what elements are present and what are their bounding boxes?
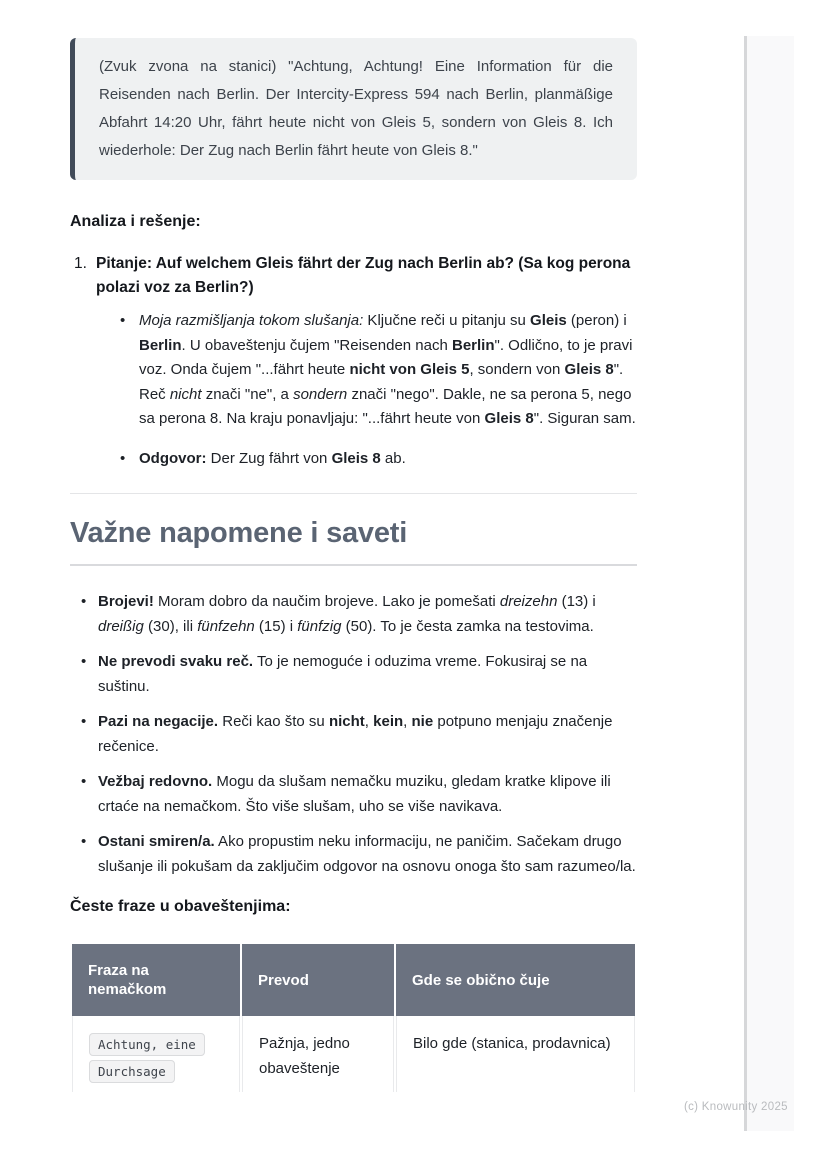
document-content xyxy=(70,0,637,1092)
cell-translation: Pažnja, jedno obaveštenje xyxy=(242,1016,394,1092)
section-divider xyxy=(70,493,637,494)
notes-section-title: Važne napomene i saveti xyxy=(70,515,637,566)
tip-item: • Ne prevodi svaku reč. To je nemoguće i oduzima vreme. Fokusiraj se na suštinu. xyxy=(70,649,637,699)
announcement-blockquote xyxy=(70,38,637,180)
cell-where-heard: Bilo gde (stanica, prodavnica) xyxy=(396,1016,635,1092)
tip-item: • Ostani smiren/a. Ako propustim neku informaciju, ne paničim. Sačekam drugo slušanje ili pokušam da zaključim odgovor na osnovu onoga što sam razumeo/la. xyxy=(70,829,637,879)
tip-item: • Pazi na negacije. Reči kao što su nicht, kein, nie potpuno menjaju značenje rečenice. xyxy=(70,709,637,759)
column-header-where-heard: Gde se obično čuje xyxy=(396,944,635,1016)
phrases-title: Česte fraze u obaveštenjima: xyxy=(70,898,291,915)
question-number: 1. xyxy=(74,255,87,272)
question-item xyxy=(70,252,637,471)
question-list xyxy=(70,252,637,471)
cell-german-phrase: Achtung, eine Durchsage xyxy=(72,1016,240,1092)
announcement-text: (Zvuk zvona na stanici) "Achtung, Achtung! Eine Information für die Reisenden nach Berlin. Der Intercity-Express 594 nach Berlin, planmäßige Abfahrt 14:20 Uhr, fährt heute nicht von Gleis 5, sondern von Gleis 8. Ich wiederhole: Der Zug nach Berlin fährt heute von Gleis 8." xyxy=(99,58,613,159)
question-text: Pitanje: Auf welchem Gleis fährt der Zug nach Berlin ab? (Sa kog perona polazi voz za Berlin?) xyxy=(96,255,631,296)
tips-list xyxy=(70,589,637,879)
analysis-title: Analiza i rešenje: xyxy=(70,213,201,230)
analysis-sublist xyxy=(118,309,637,471)
tip-item: • Brojevi! Moram dobro da naučim brojeve. Lako je pomešati dreizehn (13) i dreißig (30), ili fünfzehn (15) i fünfzig (50). To je česta zamka na testovima. xyxy=(70,589,637,639)
answer-item: • Odgovor: Der Zug fährt von Gleis 8 ab. xyxy=(118,447,637,472)
column-header-translation: Prevod xyxy=(242,944,394,1016)
column-header-german-phrase: Fraza na nemačkom xyxy=(72,944,240,1016)
thoughts-item: • Moja razmišljanja tokom slušanja: Ključne reči u pitanju su Gleis (peron) i Berlin. U obaveštenju čujem "Reisenden nach Berlin". Odlično, to je pravi voz. Onda čujem "...fährt heute nicht von Gleis 5, sondern von Gleis 8". Reč nicht znači "ne", a sondern znači "nego". Dakle, ne sa perona 5, nego sa perona 8. Na kraju ponavljaju: "...fährt heute von Gleis 8". Siguran sam. xyxy=(118,309,637,432)
table-row xyxy=(72,1016,635,1092)
phrases-table xyxy=(70,944,637,1092)
tip-item: • Vežbaj redovno. Mogu da slušam nemačku muziku, gledam kratke klipove ili crtaće na nemačkom. Što više slušam, uho se više navikava. xyxy=(70,769,637,819)
copyright-watermark: (c) Knowunity 2025 xyxy=(684,1101,788,1113)
table-header-row xyxy=(72,944,635,1016)
next-page-edge xyxy=(744,36,794,1131)
